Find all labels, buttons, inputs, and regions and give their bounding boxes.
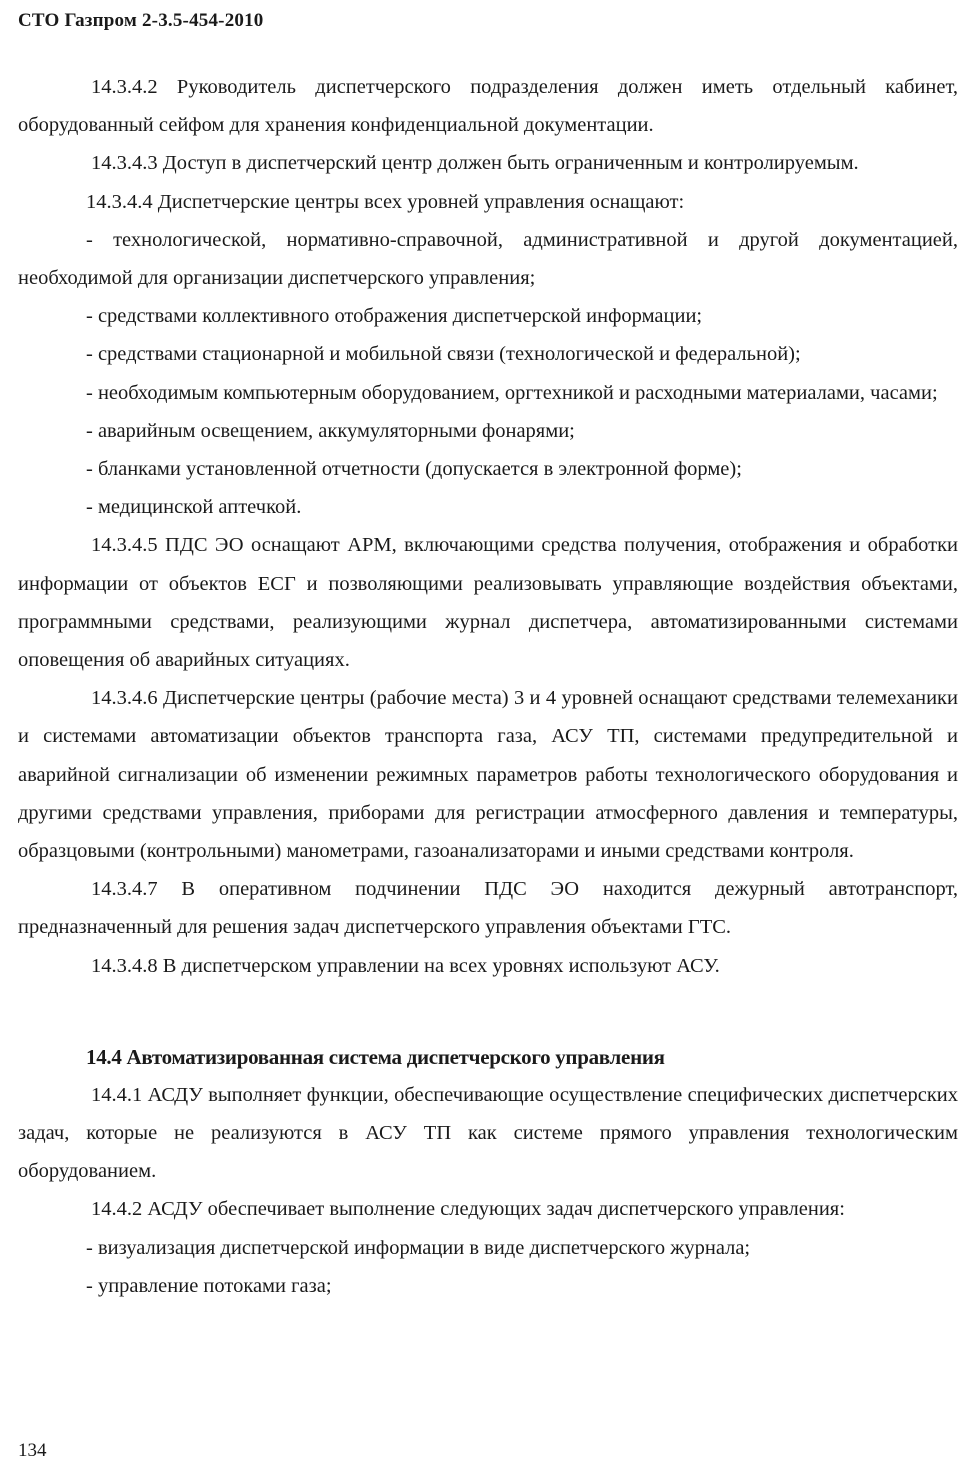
paragraph-14-3-4-6: 14.3.4.6 Диспетчерские центры (рабочие места) 3 и 4 уровней оснащают средствами телемеханики и системами автоматизации объектов транспорта газа, АСУ ТП, системами предупредительной и аварийной сигнализации об изменении режимных параметров работы технологического оборудования и другими средствами управления, приборами для регистрации атмосферного давления и температуры, образцовыми (контрольными) манометрами, газоанализаторами и иными средствами контроля. [18,687,958,863]
paragraph-14-4-1: 14.4.1 АСДУ выполняет функции, обеспечивающие осуществление специфических диспетчерских задач, которые не реализуются в АСУ ТП как системе прямого управления технологическим оборудованием. [18,1083,958,1183]
list-item-communication: - средствами стационарной и мобильной связи (технологической и федеральной); [86,343,801,366]
paragraph-14-3-4-4: 14.3.4.4 Диспетчерские центры всех уровней управления оснащают: [86,190,685,213]
list-item-report-forms: - бланками установленной отчетности (допускается в электронной форме); [86,458,742,481]
paragraph-14-4-2: 14.4.2 АСДУ обеспечивает выполнение следующих задач диспетчерского управления: [91,1198,845,1221]
list-item-display-means: - средствами коллективного отображения диспетчерской информации; [86,305,703,328]
paragraph-14-3-4-7: 14.3.4.7 В оперативном подчинении ПДС ЭО находится дежурный автотранспорт, предназначенный для решения задач диспетчерского управления объектами ГТС. [18,878,958,939]
paragraph-14-3-4-5: 14.3.4.5 ПДС ЭО оснащают АРМ, включающими средства получения, отображения и обработки информации от объектов ЕСГ и позволяющими реализовывать управляющие воздействия объектами, программными средствами, реализующими журнал диспетчера, автоматизированными системами оповещения об аварийных ситуациях. [18,534,958,672]
paragraph-14-3-4-8: 14.3.4.8 В диспетчерском управлении на всех уровнях используют АСУ. [91,954,720,977]
list-item-documentation: - технологической, нормативно-справочной, административной и другой документацией, необходимой для организации диспетчерского управления; [18,228,958,290]
document-code-header: СТО Газпром 2-3.5-454-2010 [18,10,264,31]
list-item-emergency-lighting: - аварийным освещением, аккумуляторными фонарями; [86,419,575,442]
page-number: 134 [18,1440,47,1461]
document-body [18,68,958,1305]
list-item-first-aid-kit: - медицинской аптечкой. [86,496,302,519]
list-item-computer-equipment: - необходимым компьютерным оборудованием, оргтехникой и расходными материалами, часами; [86,381,938,404]
list-item-gas-flow-control: - управление потоками газа; [86,1274,332,1297]
list-item-visualization: - визуализация диспетчерской информации в виде диспетчерского журнала; [86,1236,751,1259]
paragraph-14-3-4-3: 14.3.4.3 Доступ в диспетчерский центр должен быть ограниченным и контролируемым. [91,152,859,175]
paragraph-14-3-4-2: 14.3.4.2 Руководитель диспетчерского подразделения должен иметь отдельный кабинет, оборудованный сейфом для хранения конфиденциальной документации. [18,76,958,137]
section-heading-14-4: 14.4 Автоматизированная система диспетчерского управления [86,1044,665,1069]
